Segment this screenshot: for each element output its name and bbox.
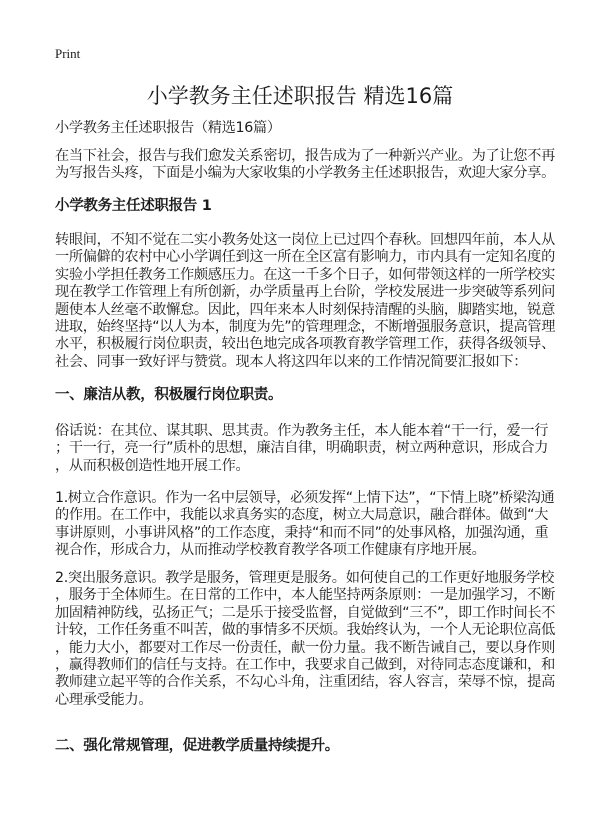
text-line: 俗话说：在其位、谋其职、思其责。作为教务主任，本人能本着“干一行，爱一行 — [55, 423, 549, 439]
text-line: 实验小学担任教务工作颇感压力。在这一千多个日子，如何带领这样的一所学校实 — [55, 266, 555, 283]
section-heading: 一、廉洁从教，积极履行岗位职责。 — [55, 387, 283, 403]
text-line: ；干一行，亮一行”质朴的思想，廉洁自律，明确职责，树立两种意识，形成合力 — [55, 440, 549, 457]
intro-paragraph — [55, 148, 555, 183]
section-heading: 二、强化常规管理，促进教学质量持续提升。 — [55, 738, 339, 754]
text-line: ，服务于全体师生。在日常的工作中，本人能坚持两条原则：一是加强学习，不断 — [55, 587, 555, 604]
text-line: ，能力大小，都要对工作尽一份责任，献一份力量。我不断告诫自己，要以身作则 — [55, 639, 555, 656]
text-line: ，赢得教师们的信任与支持。在工作中，我要求自己做到，对待同志态度谦和，和 — [55, 656, 555, 673]
text-line: 社会、同事一致好评与赞赏。现本人将这四年以来的工作情况简要汇报如下： — [55, 353, 528, 370]
text-line: 1.树立合作意识。作为一名中层领导，必须发挥“上情下达”，“下情上晓”桥梁沟通 — [55, 490, 555, 506]
text-line: 心理承受能力。 — [55, 691, 153, 708]
text-line: 为写报告头疼，下面是小编为大家收集的小学教务主任述职报告，欢迎大家分享。 — [55, 165, 555, 182]
text-line: 一所偏僻的农村中心小学调任到这一所在全区富有影响力，市内具有一定知名度的 — [55, 249, 555, 266]
text-line: ，从而积极创造性地开展工作。 — [55, 457, 250, 474]
paragraph — [55, 570, 555, 709]
paragraph — [55, 423, 555, 475]
text-line: 加固精神防线，弘扬正气；二是乐于接受监督，自觉做到“三不”，即工作时间长不 — [55, 604, 556, 621]
text-line: 教师建立起平等的合作关系，不勾心斗角，注重团结，容人容言，荣辱不惊，提高 — [55, 674, 555, 691]
text-line: 2.突出服务意识。教学是服务，管理更是服务。如何使自己的工作更好地服务学校 — [55, 570, 555, 586]
text-line: 在当下社会，报告与我们愈发关系密切，报告成为了一种新兴产业。为了让您不再 — [55, 148, 555, 164]
subtitle: 小学教务主任述职报告（精选16篇） — [55, 120, 281, 136]
section-heading: 小学教务主任述职报告 1 — [55, 198, 212, 214]
text-line: 水平，积极履行岗位职责，较出色地完成各项教育教学管理工作，获得各级领导、 — [55, 336, 555, 353]
text-line: 进取，始终坚持“以人为本，制度为先”的管理理念，不断增强服务意识，提高管理 — [55, 318, 556, 335]
paragraph — [55, 490, 555, 560]
paragraph — [55, 232, 555, 371]
page-title: 小学教务主任述职报告 精选16篇 — [146, 84, 454, 108]
text-line: 事讲原则，小事讲风格”的工作态度，秉持“和而不同”的处事风格，加强沟通，重 — [55, 524, 549, 541]
text-line: 转眼间，不知不觉在二实小教务处这一岗位上已过四个春秋。回想四年前，本人从 — [55, 232, 555, 248]
text-line: 计较，工作任务重不叫苦，做的事情多不厌烦。我始终认为，一个人无论职位高低 — [55, 622, 555, 639]
text-line: 题使本人丝毫不敢懈怠。因此，四年来本人时刻保持清醒的头脑，脚踏实地，锐意 — [55, 301, 555, 318]
print-link[interactable]: Print — [55, 46, 81, 61]
text-line: 的作用。在工作中，我能以求真务实的态度，树立大局意识，融合群体。做到“大 — [55, 507, 549, 524]
text-line: 视合作，形成合力，从而推动学校教育教学各项工作健康有序地开展。 — [55, 542, 486, 559]
text-line: 现在教学工作管理上有所创新，办学质量再上台阶，学校发展进一步突破等系列问 — [55, 284, 555, 301]
